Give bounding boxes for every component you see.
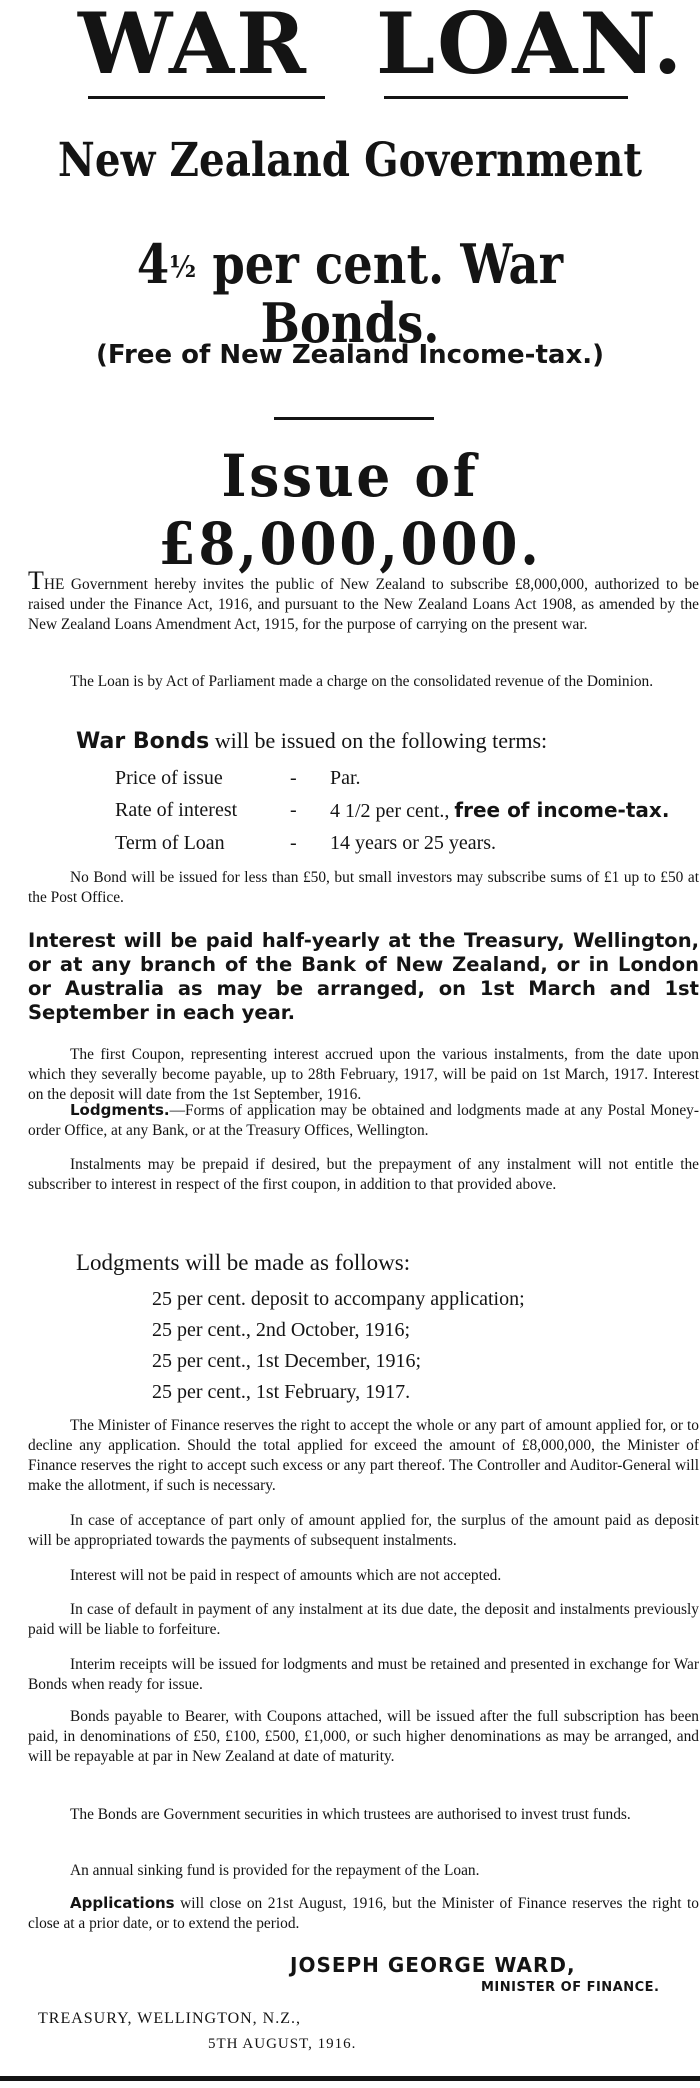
terms-value-text: 4 1/2 per cent., [330, 800, 455, 822]
terms-value [330, 794, 669, 827]
intro-dropcap: T [28, 566, 44, 595]
lodgment-schedule-heading: Lodgments will be made as follows: [76, 1250, 411, 1275]
intro-text: HE Government hereby invites the public of New Zealand to subscribe £8,000,000, authorized to be raised under the Finance Act, 1916, and pursuant to the New Zealand Loans Act 1908, as amended by the New Zealand Loans Amendment Act, 1915, for the purpose of carrying on the present war. [28, 576, 699, 633]
terms-row [115, 794, 669, 827]
applications-paragraph [28, 1893, 699, 1934]
lodgments-paragraph [28, 1100, 699, 1141]
terms-label: Rate of interest [115, 799, 238, 821]
signature-address: TREASURY, WELLINGTON, N.Z., [38, 2010, 301, 2027]
title-underline-right [384, 96, 628, 99]
terms-row [115, 762, 669, 794]
signature-name: JOSEPH GEORGE WARD, [290, 1953, 576, 1977]
terms-value-bold: free of income-tax. [454, 798, 670, 822]
terms-row [115, 827, 669, 859]
applications-lead: Applications [70, 1894, 175, 1912]
securities-paragraph: The Bonds are Government securities in which trustees are authorised to invest trust funds. [70, 1806, 631, 1823]
list-item: 25 per cent., 2nd October, 1916; [152, 1319, 411, 1341]
not-accepted-paragraph: Interest will not be paid in respect of amounts which are not accepted. [70, 1567, 502, 1584]
default-paragraph: In case of default in payment of any instalment at its due date, the deposit and instalments previously paid will be liable to forfeiture. [28, 1601, 699, 1638]
minimum-paragraph: No Bond will be issued for less than £50, but small investors may subscribe sums of £1 up to £50 at the Post Office. [28, 869, 699, 906]
interim-paragraph: Interim receipts will be issued for lodgments and must be retained and presented in exchange for War Bonds when ready for issue. [28, 1656, 699, 1693]
list-item: 25 per cent. deposit to accompany application; [152, 1288, 525, 1310]
signature-date: 5TH AUGUST, 1916. [208, 2036, 357, 2052]
charge-paragraph: The Loan is by Act of Parliament made a charge on the consolidated revenue of the Dominion. [70, 673, 654, 690]
rate-whole: 4 [136, 232, 170, 296]
section-divider [274, 417, 434, 420]
lodgments-text: —Forms of application may be obtained and lodgments made at any Postal Money-order Office, at any Bank, or at the Treasury Offices, Wellington. [28, 1102, 699, 1139]
list-item: 25 per cent., 1st February, 1917. [152, 1381, 411, 1403]
reserves-paragraph: The Minister of Finance reserves the right to accept the whole or any part of amount applied for, or to decline any application. Should the total applied for exceed the amount of £8,000,000, the Minister of Finance reserves the right to accept such excess or any part thereof. The Controller and Auditor-General will make the allotment, if such is necessary. [28, 1417, 699, 1494]
terms-label: Price of issue [115, 767, 223, 789]
terms-heading [76, 728, 547, 754]
terms-label: Term of Loan [115, 832, 225, 854]
rate-fraction: ½ [169, 250, 197, 285]
terms-value: 14 years or 25 years. [330, 832, 497, 854]
terms-dash: - [290, 767, 297, 789]
signature-title: MINISTER OF FINANCE. [481, 1980, 660, 1995]
terms-heading-rest: will be issued on the following terms: [209, 728, 548, 753]
heading-income-tax: (Free of New Zealand Income-tax.) [96, 340, 604, 370]
terms-dash: - [290, 799, 297, 821]
title-underline-left [88, 96, 325, 99]
partial-paragraph: In case of acceptance of part only of amount applied for, the surplus of the amount paid as deposit will be appropriated towards the payments of subsequent instalments. [28, 1512, 699, 1549]
title-loan: LOAN. [376, 0, 685, 93]
list-item: 25 per cent., 1st December, 1916; [152, 1350, 422, 1372]
interest-paragraph: Interest will be paid half-yearly at the Treasury, Wellington, or at any branch of the Bank of New Zealand, or in London or Australia as may be arranged, on 1st March and 1st September in each year. [28, 929, 699, 1024]
bearer-paragraph: Bonds payable to Bearer, with Coupons attached, will be issued after the full subscription has been paid, in denominations of £50, £100, £500, £1,000, or such higher denominations as may be arranged, and will be repayable at par in New Zealand at date of maturity. [28, 1708, 699, 1765]
bottom-border [0, 2076, 700, 2081]
terms-list [115, 762, 669, 859]
heading-government: New Zealand Government [57, 133, 643, 188]
terms-value: Par. [330, 767, 361, 789]
lodgment-schedule-list [152, 1284, 525, 1408]
sinking-paragraph: An annual sinking fund is provided for the repayment of the Loan. [70, 1862, 480, 1879]
heading-war-bonds-rest: per cent. War Bonds. [196, 232, 564, 356]
intro-paragraph [28, 566, 699, 635]
terms-dash: - [290, 832, 297, 854]
heading-issue-amount: Issue of £8,000,000. [158, 442, 542, 578]
applications-text: will close on 21st August, 1916, but the Minister of Finance reserves the right to close at a prior date, or to extend the period. [28, 1895, 699, 1932]
title-war: WAR [78, 0, 308, 93]
prepaid-paragraph: Instalments may be prepaid if desired, but the prepayment of any instalment will not entitle the subscriber to interest in respect of the first coupon, in addition to that provided above. [28, 1156, 699, 1193]
coupon-paragraph: The first Coupon, representing interest accrued upon the various instalments, from the date upon which they severally become payable, up to 28th February, 1917, will be paid on 1st March, 1917. Interest on the deposit will date from the 1st September, 1916. [28, 1046, 699, 1103]
lodgments-lead: Lodgments. [70, 1101, 170, 1119]
terms-lead: War Bonds [76, 729, 210, 754]
